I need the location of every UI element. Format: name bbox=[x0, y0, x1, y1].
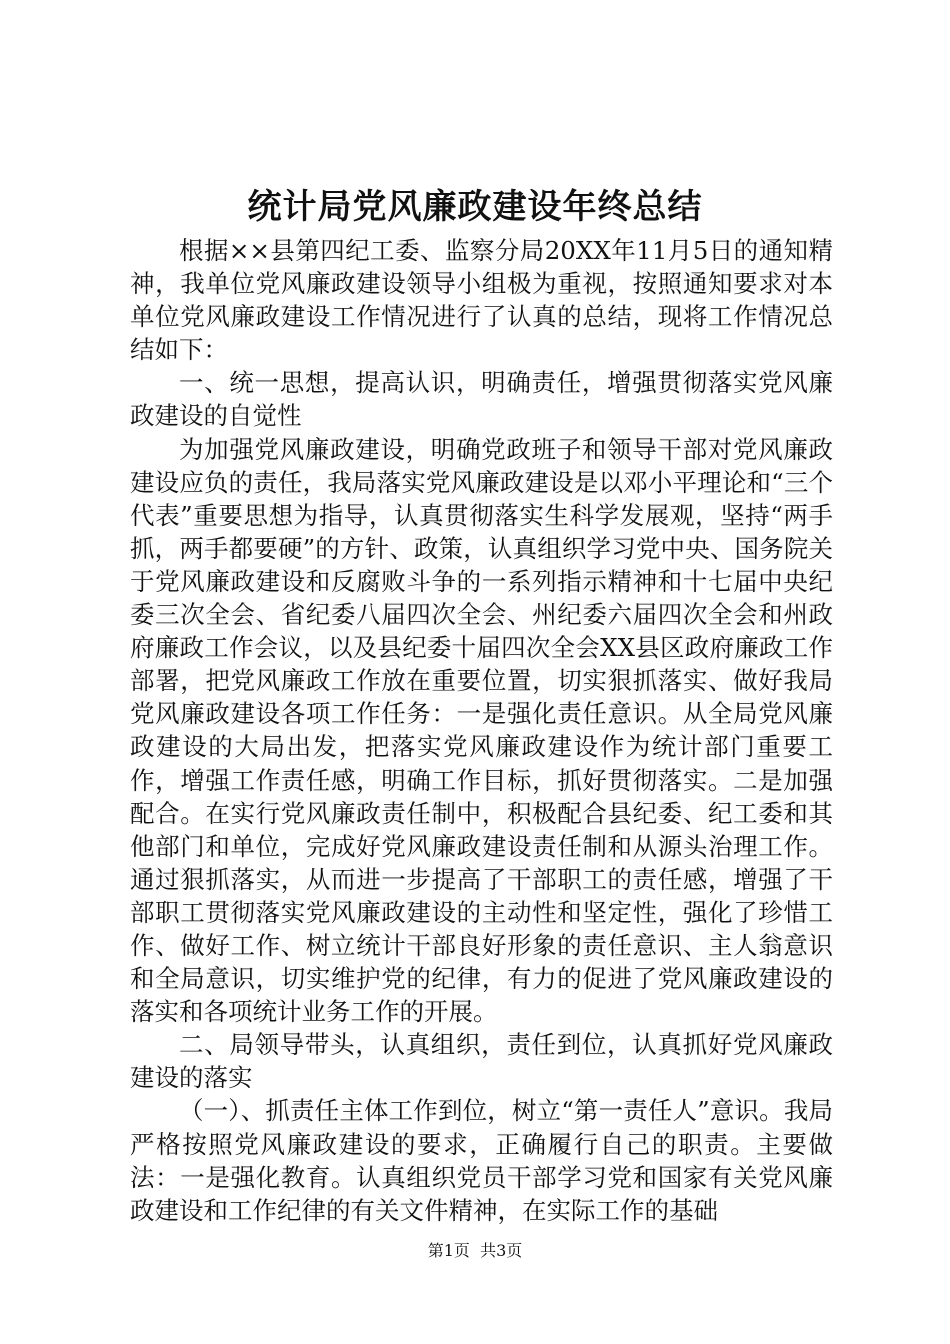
section-heading-2: 二、局领导带头，认真组织，责任到位，认真抓好党风廉政建设的落实 bbox=[130, 1030, 833, 1093]
section-heading-1: 一、统一思想，提高认识，明确责任，增强贯彻落实党风廉政建设的自觉性 bbox=[130, 368, 833, 431]
intro-paragraph: 根据××县第四纪工委、监察分局20XX年11月5日的通知精神，我单位党风廉政建设领导小组极为重视，按照通知要求对本单位党风廉政建设工作情况进行了认真的总结，现将工作情况总结如下： bbox=[130, 236, 833, 365]
page-number: 第1页 共3页 bbox=[427, 1241, 523, 1260]
document-body bbox=[130, 234, 833, 1227]
page-footer bbox=[0, 1241, 950, 1261]
section-2-paragraph: （一）、抓责任主体工作到位，树立“第一责任人”意识。我局严格按照党风廉政建设的要求，正确履行自己的职责。主要做法：一是强化教育。认真组织党员干部学习党和国家有关党风廉政建设和工作纪律的有关文件精神，在实际工作的基础 bbox=[130, 1096, 833, 1225]
section-1-paragraph: 为加强党风廉政建设，明确党政班子和领导干部对党风廉政建设应负的责任，我局落实党风廉政建设是以邓小平理论和“三个代表”重要思想为指导，认真贯彻落实生科学发展观，坚持“两手抓，两手都要硬”的方针、政策，认真组织学习党中央、国务院关于党风廉政建设和反腐败斗争的一系列指示精神和十七届中央纪委三次全会、省纪委八届四次全会、州纪委六届四次全会和州政府廉政工作会议，以及县纪委十届四次全会XX县区政府廉政工作部署，把党风廉政工作放在重要位置，切实狠抓落实、做好我局党风廉政建设各项工作任务：一是强化责任意识。从全局党风廉政建设的大局出发，把落实党风廉政建设作为统计部门重要工作，增强工作责任感，明确工作目标，抓好贯彻落实。二是加强配合。在实行党风廉政责任制中，积极配合县纪委、纪工委和其他部门和单位，完成好党风廉政建设责任制和从源头治理工作。通过狠抓落实，从而进一步提高了干部职工的责任感，增强了干部职工贯彻落实党风廉政建设的主动性和坚定性，强化了珍惜工作、做好工作、树立统计干部良好形象的责任意识、主人翁意识和全局意识，切实维护党的纪律，有力的促进了党风廉政建设的落实和各项统计业务工作的开展。 bbox=[130, 434, 833, 1027]
document-title: 统计局党风廉政建设年终总结 bbox=[247, 187, 703, 227]
